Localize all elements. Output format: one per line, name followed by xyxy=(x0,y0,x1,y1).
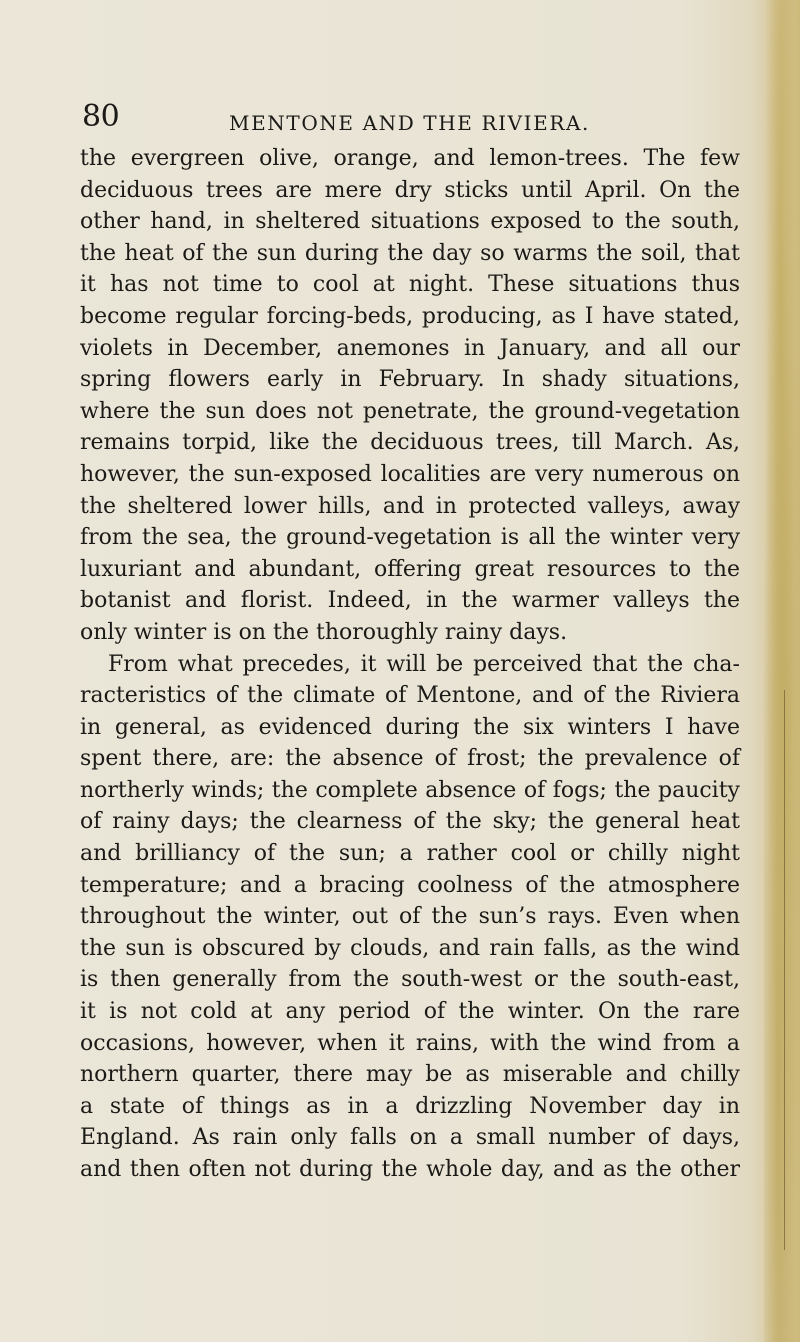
text-line: become regular forcing-beds, producing, as I have stated, xyxy=(80,303,740,329)
text-line: it is not cold at any period of the winter. On the rare xyxy=(80,999,740,1025)
page-edge-stain xyxy=(764,0,800,1342)
text-line: northerly winds; the complete absence of fogs; the paucity xyxy=(80,777,740,803)
text-line: the sheltered lower hills, and in protected valleys, away xyxy=(80,493,740,519)
page-number: 80 xyxy=(82,99,120,134)
text-line: deciduous trees are mere dry sticks until April. On the xyxy=(80,177,740,203)
text-line: of rainy days; the clearness of the sky; the general heat xyxy=(80,809,740,835)
text-line: the heat of the sun during the day so warms the soil, that xyxy=(80,240,740,266)
text-line: throughout the winter, out of the sun’s rays. Even when xyxy=(80,904,740,930)
text-line: violets in December, anemones in January, and all our xyxy=(80,335,740,361)
text-line: and brilliancy of the sun; a rather cool or chilly night xyxy=(80,841,740,867)
text-line: temperature; and a bracing coolness of the atmosphere xyxy=(80,872,740,898)
text-line: occasions, however, when it rains, with the wind from a xyxy=(80,1030,740,1056)
text-line: only winter is on the thoroughly rainy days. xyxy=(80,619,568,645)
text-line: from the sea, the ground-vegetation is all the winter very xyxy=(80,525,740,551)
text-line: the evergreen olive, orange, and lemon-trees. The few xyxy=(80,146,740,171)
text-line: where the sun does not penetrate, the ground-vegetation xyxy=(80,398,740,424)
text-line: it has not time to cool at night. These situations thus xyxy=(80,272,740,298)
text-line: spent there, are: the absence of frost; the prevalence of xyxy=(80,746,740,772)
text-line: luxuriant and abundant, offering great resources to the xyxy=(80,556,740,582)
text-line: racteristics of the climate of Mentone, and of the Riviera xyxy=(80,683,740,709)
paragraph-start-line: From what precedes, it will be perceived that the cha- xyxy=(108,651,740,677)
text-line: the sun is obscured by clouds, and rain falls, as the wind xyxy=(80,935,740,961)
text-line: in general, as evidenced during the six winters I have xyxy=(80,714,740,740)
text-line: botanist and florist. Indeed, in the warmer valleys the xyxy=(80,588,740,614)
text-line: other hand, in sheltered situations exposed to the south, xyxy=(80,209,740,235)
text-line: remains torpid, like the deciduous trees, till March. As, xyxy=(80,430,740,456)
text-line: a state of things as in a drizzling November day in xyxy=(80,1093,740,1119)
text-line: and then often not during the whole day, and as the other xyxy=(80,1157,740,1182)
text-line: however, the sun-exposed localities are very numerous on xyxy=(80,461,740,487)
text-line: is then generally from the south-west or the south-east, xyxy=(80,967,740,993)
running-title: MENTONE AND THE RIVIERA. xyxy=(229,111,591,135)
text-line: England. As rain only falls on a small number of days, xyxy=(80,1125,740,1151)
text-line: spring flowers early in February. In shady situations, xyxy=(80,367,740,393)
body-text xyxy=(80,143,740,1186)
text-line: northern quarter, there may be as miserable and chilly xyxy=(80,1062,740,1088)
page-edge-line xyxy=(784,690,786,1250)
